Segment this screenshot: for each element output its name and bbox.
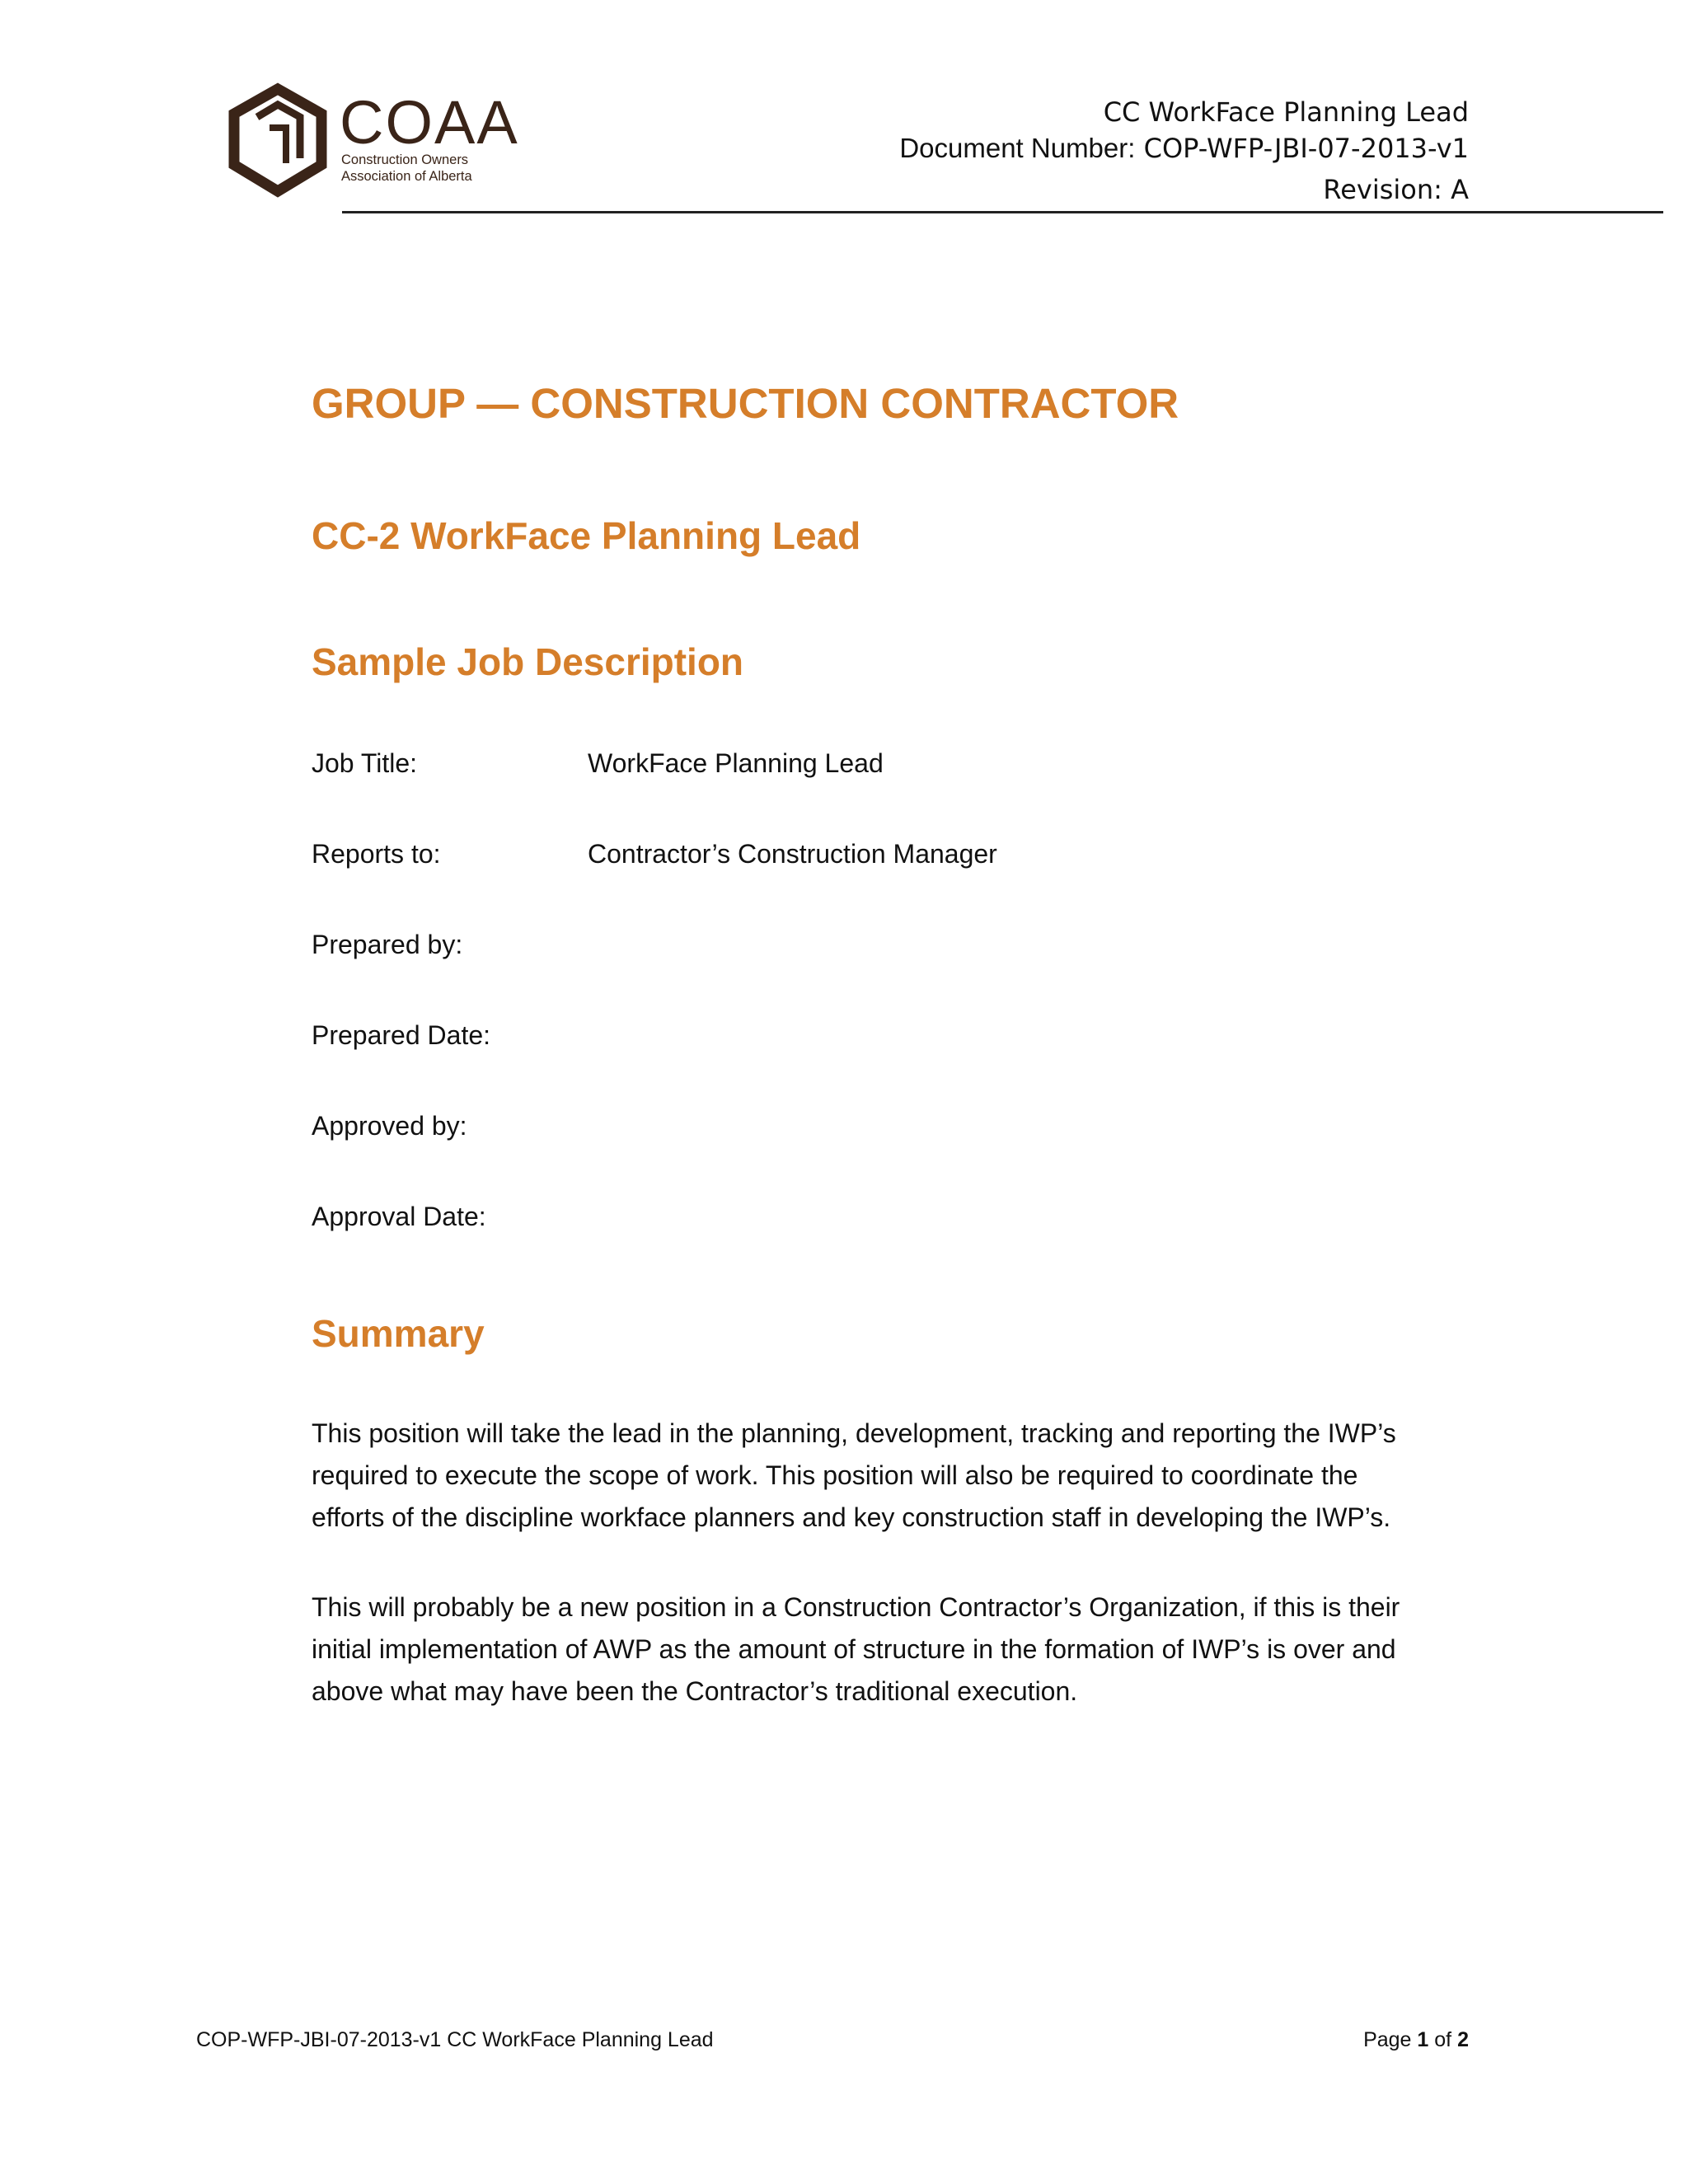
paragraph-line: initial implementation of AWP as the amount of structure in the formation of IWP’s is over and — [312, 1634, 1396, 1664]
of-word: of — [1434, 2028, 1452, 2051]
hexagon-logo-icon — [224, 82, 331, 202]
coaa-logo — [224, 82, 519, 202]
summary-paragraph-1 — [312, 1413, 1482, 1539]
doc-number-label: Document Number: — [899, 133, 1136, 163]
doc-number-value: COP-WFP-JBI-07-2013-v1 — [1143, 133, 1469, 164]
field-value: Contractor’s Construction Manager — [588, 839, 997, 869]
page-total: 2 — [1457, 2028, 1469, 2051]
field-label: Approved by: — [312, 1111, 467, 1141]
summary-heading: Summary — [312, 1312, 485, 1355]
page-word: Page — [1363, 2028, 1412, 2051]
paragraph-line: efforts of the discipline workface planners and key construction staff in developing the IWP’s. — [312, 1502, 1391, 1532]
paragraph-line: This position will take the lead in the planning, development, tracking and reporting the IWP’s — [312, 1418, 1396, 1448]
header-document-number — [899, 132, 1469, 165]
paragraph-line: This will probably be a new position in a Construction Contractor’s Organization, if this is their — [312, 1592, 1400, 1622]
paragraph-line: above what may have been the Contractor’s traditional execution. — [312, 1676, 1078, 1706]
field-label: Prepared Date: — [312, 1020, 491, 1050]
field-label: Job Title: — [312, 748, 418, 778]
paragraph-line: required to execute the scope of work. This position will also be required to coordinate the — [312, 1460, 1358, 1490]
header-revision: Revision: A — [1323, 174, 1469, 205]
logo-subtitle-line1: Construction Owners — [341, 152, 469, 167]
header-title: CC WorkFace Planning Lead — [1103, 96, 1469, 128]
summary-paragraph-2 — [312, 1586, 1482, 1713]
sample-heading: Sample Job Description — [312, 640, 744, 683]
field-value: WorkFace Planning Lead — [588, 748, 884, 778]
role-heading: CC-2 WorkFace Planning Lead — [312, 514, 861, 557]
header-divider — [342, 211, 1663, 213]
field-label: Prepared by: — [312, 930, 463, 959]
footer-document-ref: COP-WFP-JBI-07-2013-v1 CC WorkFace Planning Lead — [196, 2028, 714, 2051]
field-label: Approval Date: — [312, 1202, 486, 1231]
field-label: Reports to: — [312, 839, 441, 869]
logo-subtitle-line2: Association of Alberta — [341, 169, 472, 184]
footer-page-number — [1363, 2027, 1469, 2053]
page-current: 1 — [1417, 2028, 1429, 2051]
group-heading: GROUP — CONSTRUCTION CONTRACTOR — [312, 380, 1179, 427]
logo-wordmark: COAA — [340, 88, 519, 157]
